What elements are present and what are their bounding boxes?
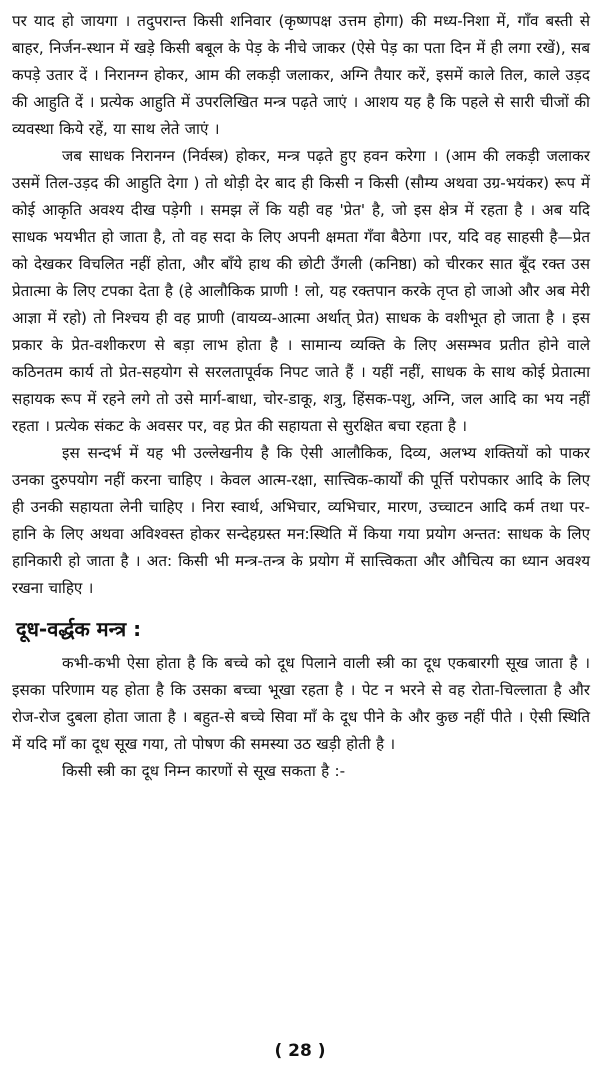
paragraph-ghost-ritual: जब साधक निरानग्न (निर्वस्त्र) होकर, मन्त्र पढ़ते हुए हवन करेगा । (आम की लकड़ी जलाकर उसमें तिल-उड़द की आहुति देगा ) तो थोड़ी देर बाद ही किसी न किसी (सौम्य अथवा उग्र-भयंकर) रूप में कोई आकृति अवश्य दीख पड़ेगी । समझ लें कि यही वह 'प्रेत' है, जो इस क्षेत्र में रहता है । अब यदि साधक भयभीत हो जाता है, तो वह सदा के लिए अपनी क्षमता गँवा बैठेगा ।पर, यदि वह साहसी है—प्रेत को देखकर विचलित नहीं होता, और बाँये हाथ की छोटी उँगली (कनिष्ठा) को चीरकर सात बूँद रक्त उस प्रेतात्मा के लिए टपका देता है (हे आलौकिक प्राणी ! लो, यह रक्तपान करके तृप्त हो जाओ और अब मेरी आज्ञा में रहो) तो निश्चय ही वह प्राणी (वायव्य-आत्मा अर्थात् प्रेत) साधक के वशीभूत हो जाता है । इस प्रकार के प्रेत-वशीकरण से बड़ा लाभ होता है । सामान्य व्यक्ति के लिए असम्भव प्रतीत होने वाले कठिनतम कार्य तो प्रेत-सहयोग से सरलतापूर्वक निपट जाते हैं । यहीं नहीं, साधक के साथ कोई प्रेतात्मा सहायक रूप में रहने लगे तो उसे मार्ग-बाधा, चोर-डाकू, शत्रु, हिंसक-पशु, अग्नि, जल आदि का भय नहीं रहता । प्रत्येक संकट के अवसर पर, वह प्रेत की सहायता से सुरक्षित बचा रहता है । bbox=[12, 147, 590, 435]
paragraph-milk-causes: किसी स्त्री का दूध निम्न कारणों से सूख सकता है :- bbox=[62, 762, 346, 780]
paragraph-continuation: पर याद हो जायगा । तदुपरान्त किसी शनिवार (कृष्णपक्ष उत्तम होगा) की मध्य-निशा में, गाँव बस्ती से बाहर, निर्जन-स्थान में खड़े किसी बबूल के पेड़ के नीचे जाकर (ऐसे पेड़ का पता दिन में ही लगा रखें), सब कपड़े उतार दें । निरानग्न होकर, आम की लकड़ी जलाकर, अग्नि तैयार करें, इसमें काले तिल, काले उड़द की आहुति दें । प्रत्येक आहुति में उपरलिखित मन्त्र पढ़ते जाएं । आशय यह है कि पहले से सारी चीजों की व्यवस्था किये रहें, या साथ लेते जाएं । bbox=[12, 12, 590, 138]
paragraph-milk-problem: कभी-कभी ऐसा होता है कि बच्चे को दूध पिलाने वाली स्त्री का दूध एकबारगी सूख जाता है । इसका परिणाम यह होता है कि उसका बच्चा भूखा रहता है । पेट न भरने से वह रोता-चिल्लाता है और रोज-रोज दुबला होता जाता है । बहुत-से बच्चे सिवा माँ के दूध पीने के और कुछ नहीं पीते । ऐसी स्थिति में यदि माँ का दूध सूख गया, तो पोषण की समस्या उठ खड़ी होती है । bbox=[12, 654, 590, 753]
page-number: ( 28 ) bbox=[274, 1041, 326, 1061]
section-heading: दूध-वर्द्धक मन्त्र : bbox=[16, 617, 142, 641]
paragraph-caution: इस सन्दर्भ में यह भी उल्लेखनीय है कि ऐसी आलौकिक, दिव्य, अलभ्य शक्तियों को पाकर उनका दुरुपयोग नहीं करना चाहिए । केवल आत्म-रक्षा, सात्त्विक-कार्यों की पूर्त्ति परोपकार आदि के लिए ही उनकी सहायता लेनी चाहिए । निरा स्वार्थ, अभिचार, व्यभिचार, मारण, उच्चाटन आदि कर्म तथा पर-हानि के लिए अथवा अविश्वस्त होकर सन्देहग्रस्त मन:स्थिति में किया गया प्रयोग अन्तत: साधक के लिए हानिकारी हो जाता है । अत: किसी भी मन्त्र-तन्त्र के प्रयोग में सात्त्विकता और औचित्य का ध्यान अवश्य रखना चाहिए । bbox=[12, 444, 590, 597]
